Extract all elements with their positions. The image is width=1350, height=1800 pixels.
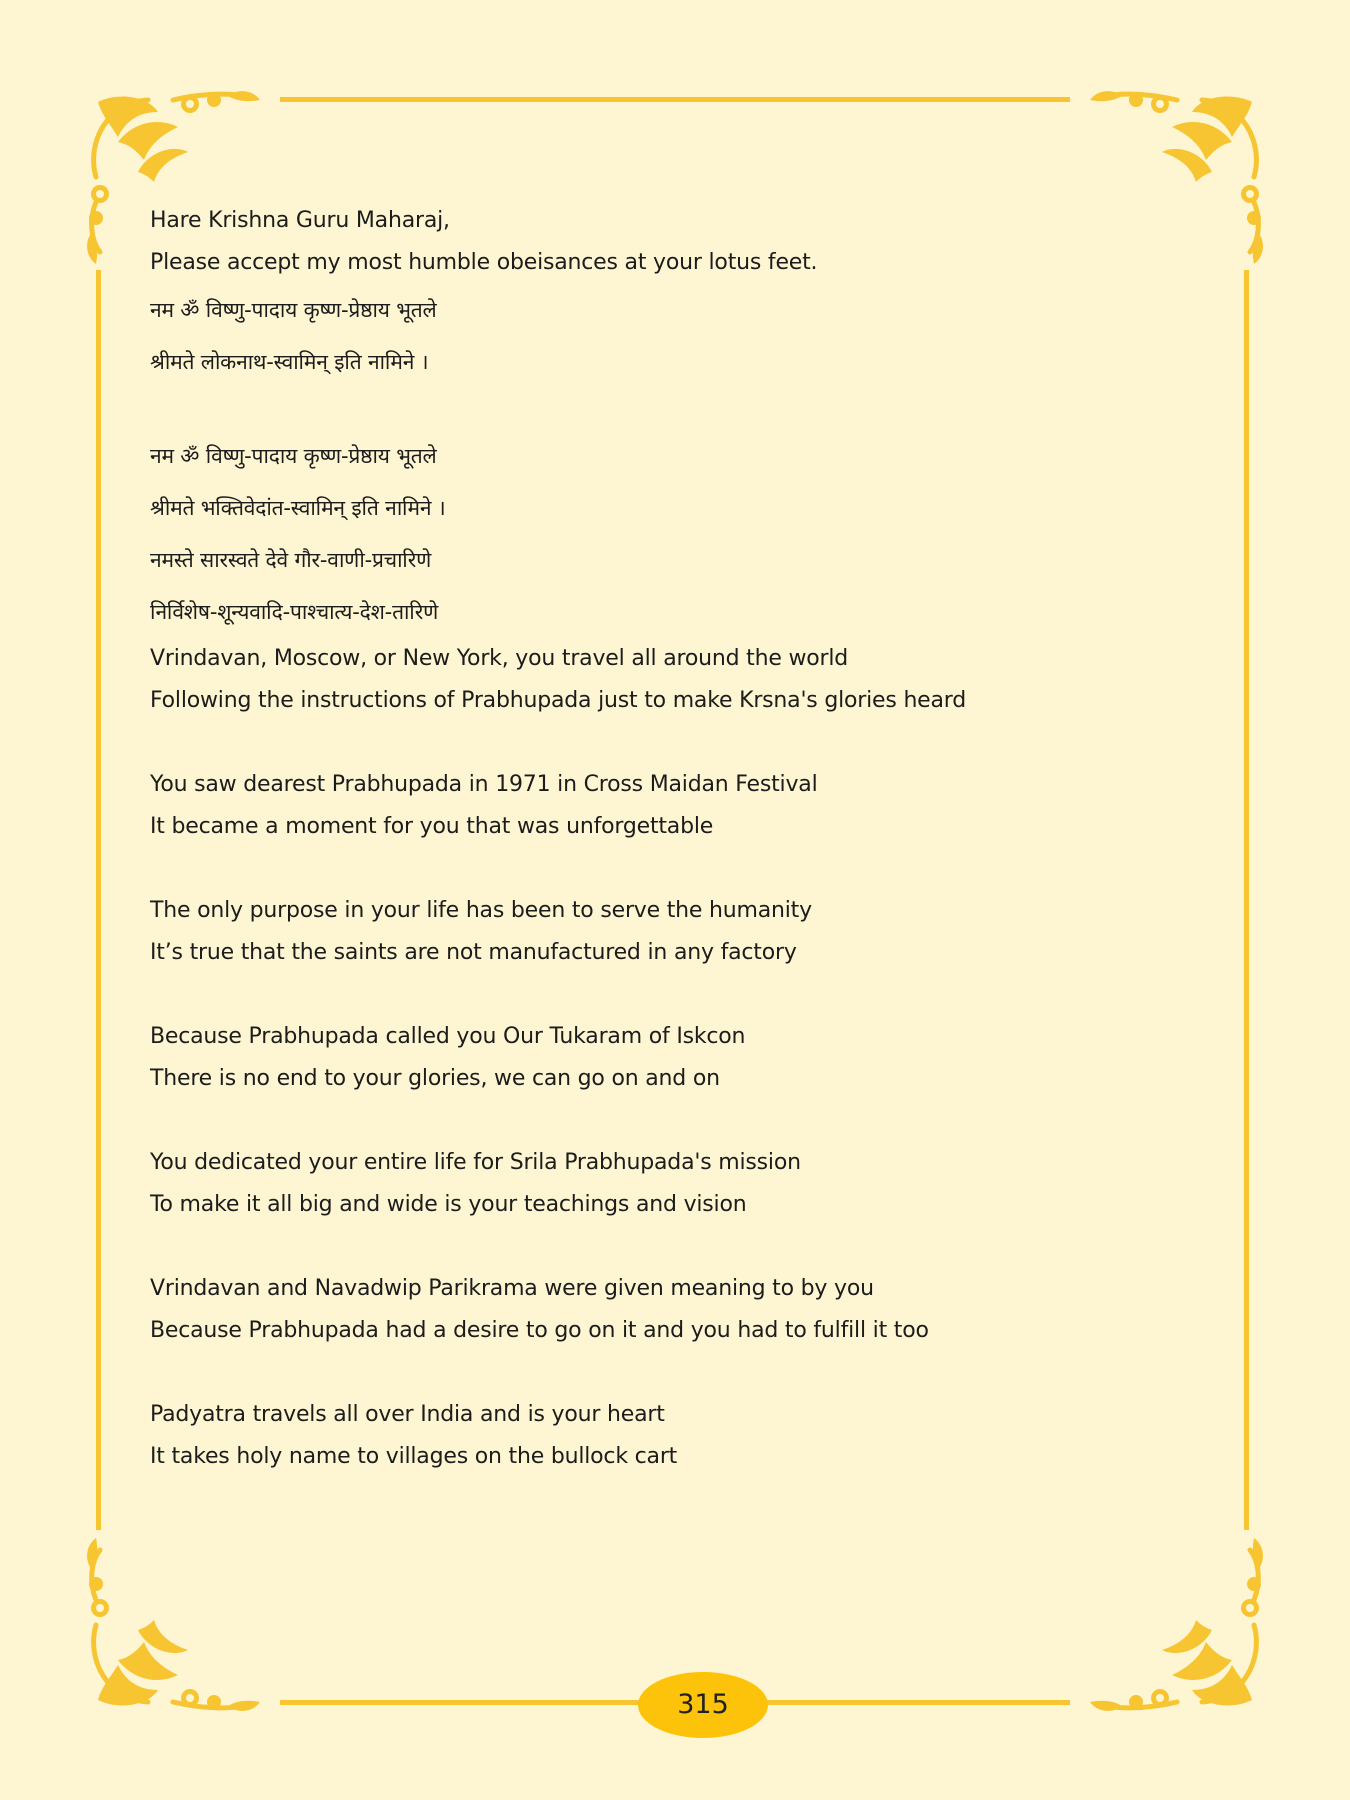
greeting: Hare Krishna Guru Maharaj, (150, 208, 450, 233)
poem-line: It’s true that the saints are not manufactured in any factory (150, 940, 797, 965)
poem-line: There is no end to your glories, we can go on and on (150, 1066, 720, 1091)
stanza (150, 890, 1200, 974)
frame-left-line (96, 270, 101, 1530)
page-number-badge: 315 (638, 1672, 768, 1738)
spacer (150, 974, 1200, 1016)
stanza (150, 1268, 1200, 1352)
spacer (150, 1352, 1200, 1394)
poem-line: You saw dearest Prabhupada in 1971 in Cross Maidan Festival (150, 772, 818, 797)
poem-line: Padyatra travels all over India and is your heart (150, 1402, 665, 1427)
frame-top-line (280, 97, 1070, 102)
stanza (150, 764, 1200, 848)
stanza (150, 1016, 1200, 1100)
mantra-line: श्रीमते लोकनाथ-स्वामिन् इति नामिने । (150, 350, 429, 374)
poem-line: It became a moment for you that was unforgettable (150, 814, 714, 839)
mantra-line: श्रीमते भक्तिवेदांत-स्वामिन् इति नामिने । (150, 496, 446, 520)
letter-body (150, 200, 1200, 1478)
mantra-line: नमस्ते सारस्वते देवे गौर-वाणी-प्रचारिणे (150, 548, 432, 572)
spacer (150, 1226, 1200, 1268)
poem-line: Following the instructions of Prabhupada just to make Krsna's glories heard (150, 688, 967, 713)
poem-line: Vrindavan and Navadwip Parikrama were given meaning to by you (150, 1276, 874, 1301)
spacer (150, 1100, 1200, 1142)
spacer (150, 388, 1200, 430)
poem-line: You dedicated your entire life for Srila Prabhupada's mission (150, 1150, 801, 1175)
stanza (150, 1142, 1200, 1226)
stanza (150, 638, 1200, 722)
poem-line: The only purpose in your life has been to serve the humanity (150, 898, 812, 923)
poem-line: To make it all big and wide is your teachings and vision (150, 1192, 747, 1217)
mantra-line: नम ॐ विष्णु-पादाय कृष्ण-प्रेष्ठाय भूतले (150, 444, 437, 468)
poem-line: Vrindavan, Moscow, or New York, you travel all around the world (150, 646, 849, 671)
mantra-line: निर्विशेष-शून्यवादि-पाश्चात्य-देश-तारिणे (150, 600, 439, 624)
obeisance-line: Please accept my most humble obeisances at your lotus feet. (150, 250, 818, 275)
poem-line: It takes holy name to villages on the bullock cart (150, 1444, 678, 1469)
poem-line: Because Prabhupada had a desire to go on it and you had to fulfill it too (150, 1318, 929, 1343)
stanza (150, 1394, 1200, 1478)
frame-right-line (1244, 270, 1249, 1530)
poem-line: Because Prabhupada called you Our Tukaram of Iskcon (150, 1024, 746, 1049)
floral-corner-bottom-left-icon (78, 1520, 278, 1720)
floral-corner-bottom-right-icon (1072, 1520, 1272, 1720)
spacer (150, 722, 1200, 764)
spacer (150, 848, 1200, 890)
mantra-line: नम ॐ विष्णु-पादाय कृष्ण-प्रेष्ठाय भूतले (150, 298, 437, 322)
